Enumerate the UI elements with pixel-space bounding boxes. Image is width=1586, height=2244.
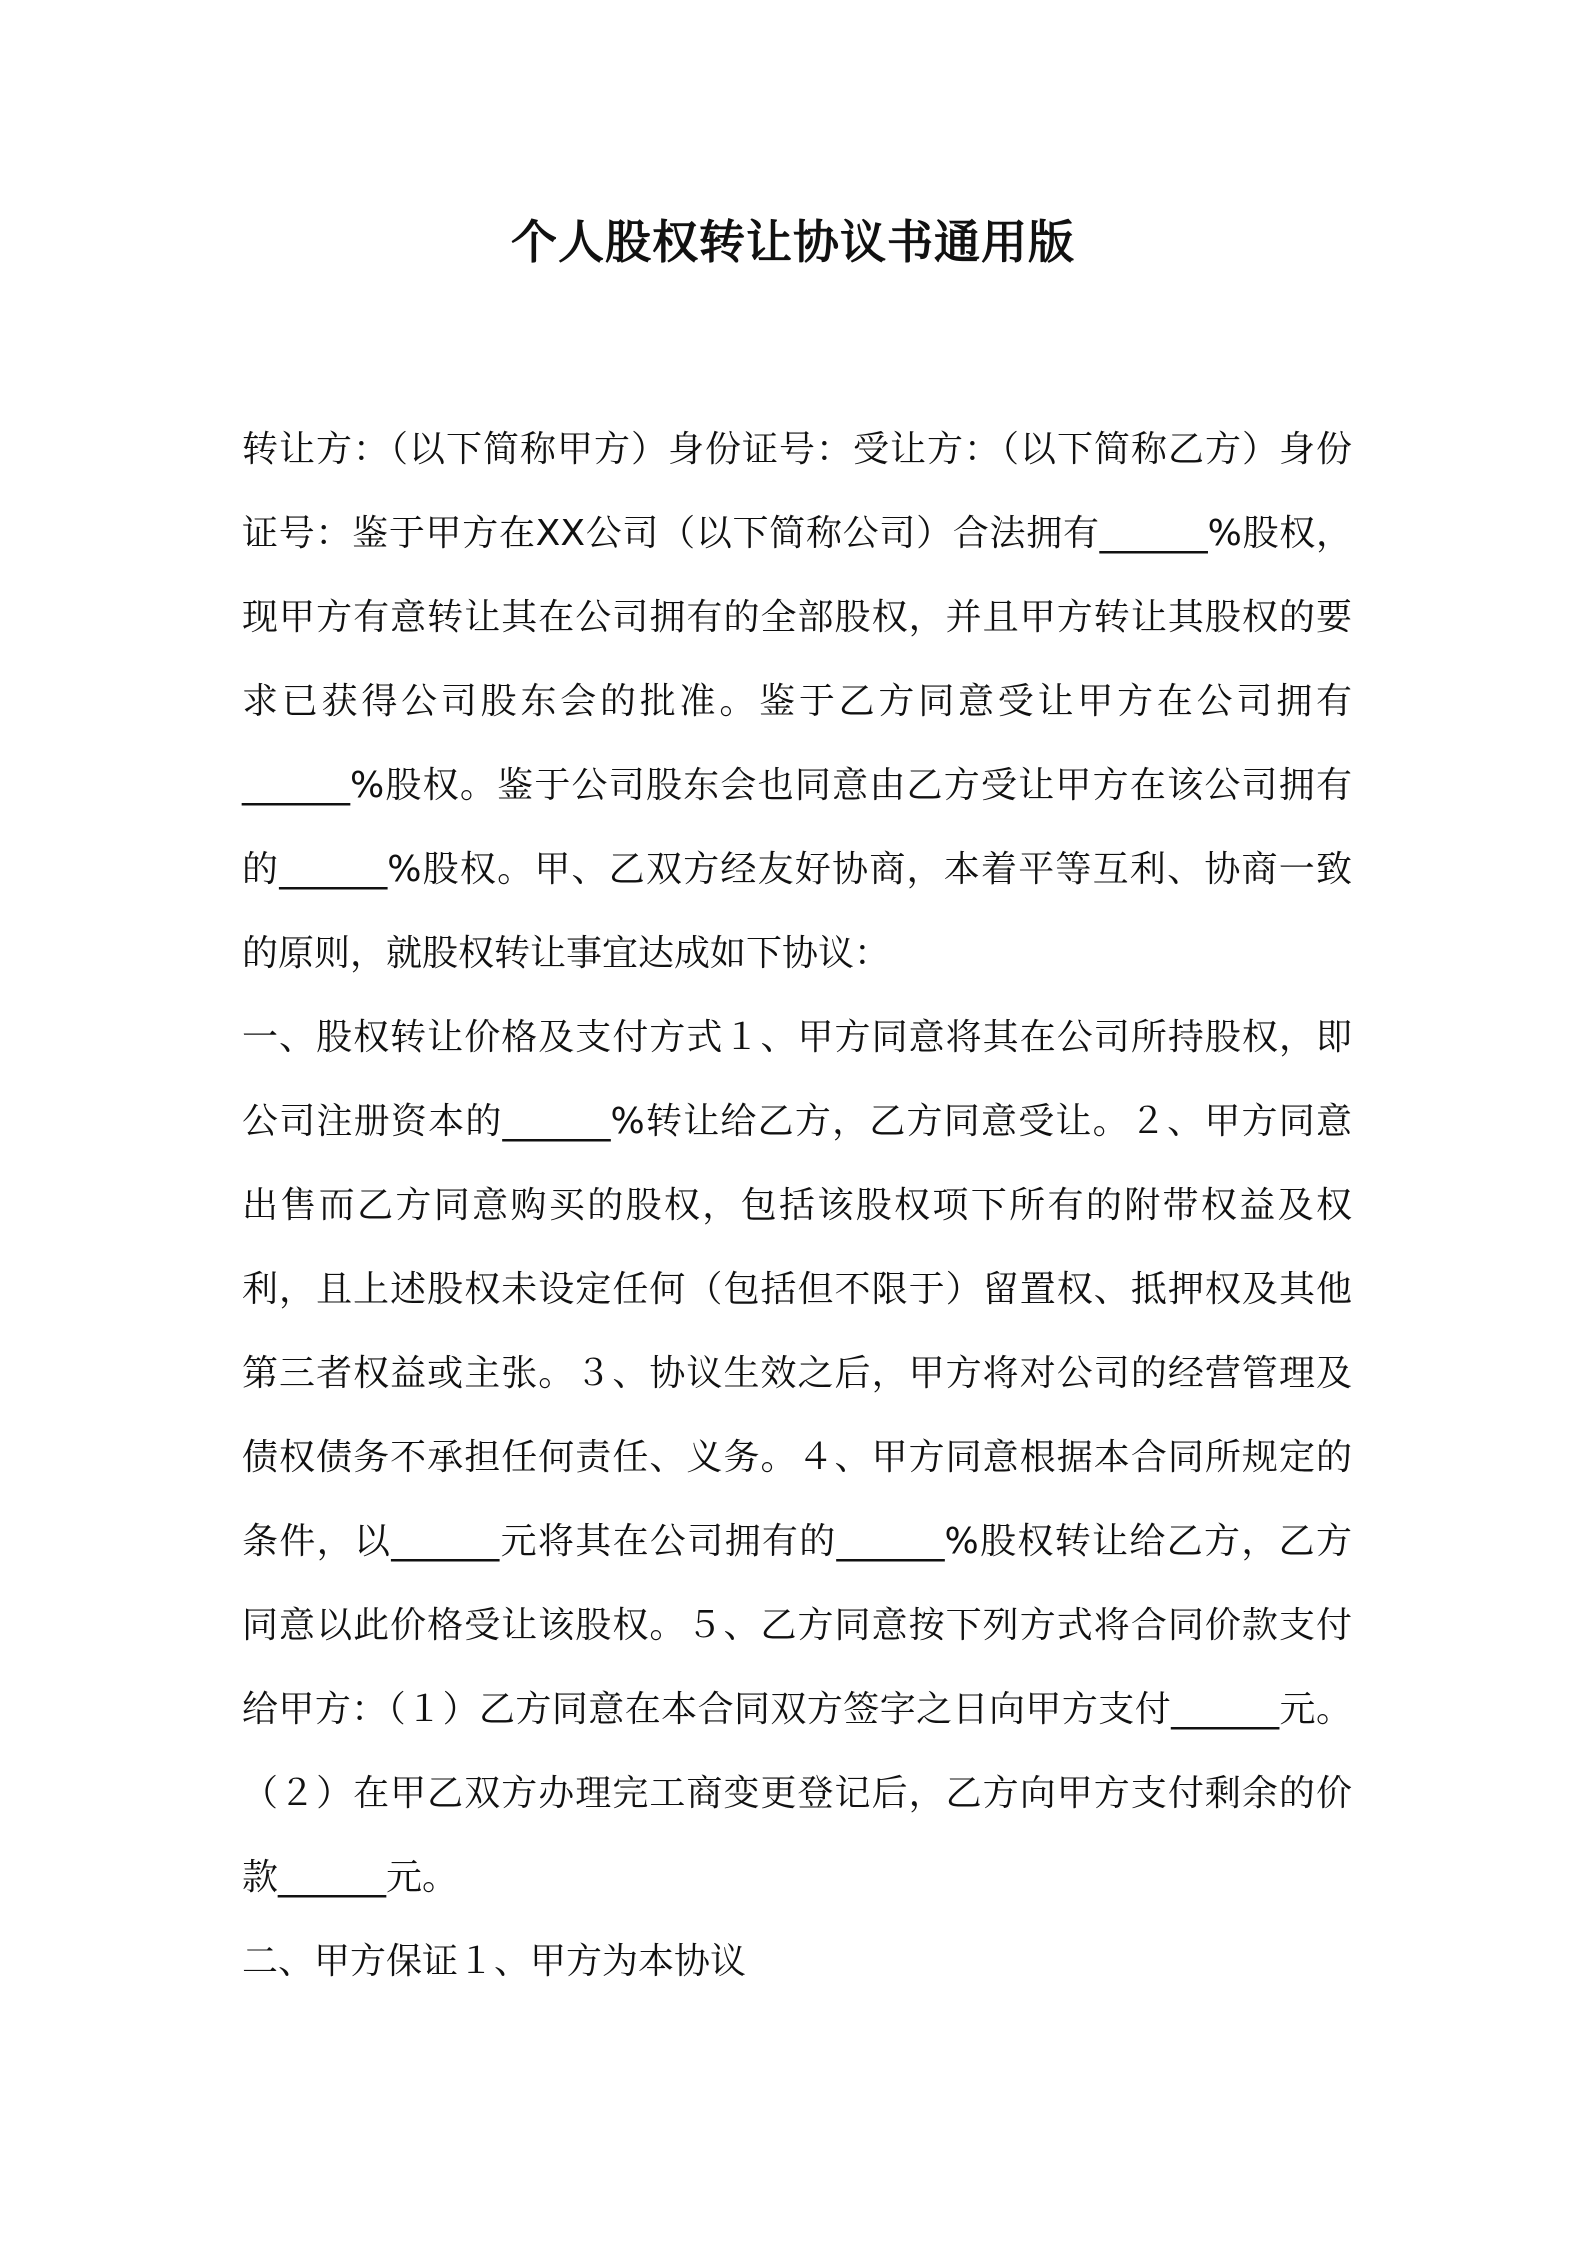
paragraph-preamble: 转让方：（以下简称甲方）身份证号：受让方：（以下简称乙方）身份证号：鉴于甲方在XX公司（以下简称公司）合法拥有______%股权，现甲方有意转让其在公司拥有的全部股权，并且甲方转让其股权的要求已获得公司股东会的批准。鉴于乙方同意受让甲方在公司拥有______%股权。鉴于公司股东会也同意由乙方受让甲方在该公司拥有的______%股权。甲、乙双方经友好协商，本着平等互利、协商一致的原则，就股权转让事宜达成如下协议： <box>242 429 1352 974</box>
document-title: 个人股权转让协议书通用版 <box>511 215 1075 269</box>
paragraph-section-1: 一、股权转让价格及支付方式１、甲方同意将其在公司所持股权，即公司注册资本的______%转让给乙方，乙方同意受让。２、甲方同意出售而乙方同意购买的股权，包括该股权项下所有的附带权益及权利，且上述股权未设定任何（包括但不限于）留置权、抵押权及其他第三者权益或主张。３、协议生效之后，甲方将对公司的经营管理及债权债务不承担任何责任、义务。４、甲方同意根据本合同所规定的条件，以______元将其在公司拥有的______%股权转让给乙方，乙方同意以此价格受让该股权。５、乙方同意按下列方式将合同价款支付给甲方：（１）乙方同意在本合同双方签字之日向甲方支付______元。（２）在甲乙双方办理完工商变更登记后，乙方向甲方支付剩余的价款______元。 <box>242 1017 1352 1898</box>
document-body <box>242 408 1352 2004</box>
paragraph-section-2: 二、甲方保证１、甲方为本协议 <box>242 1941 747 1982</box>
